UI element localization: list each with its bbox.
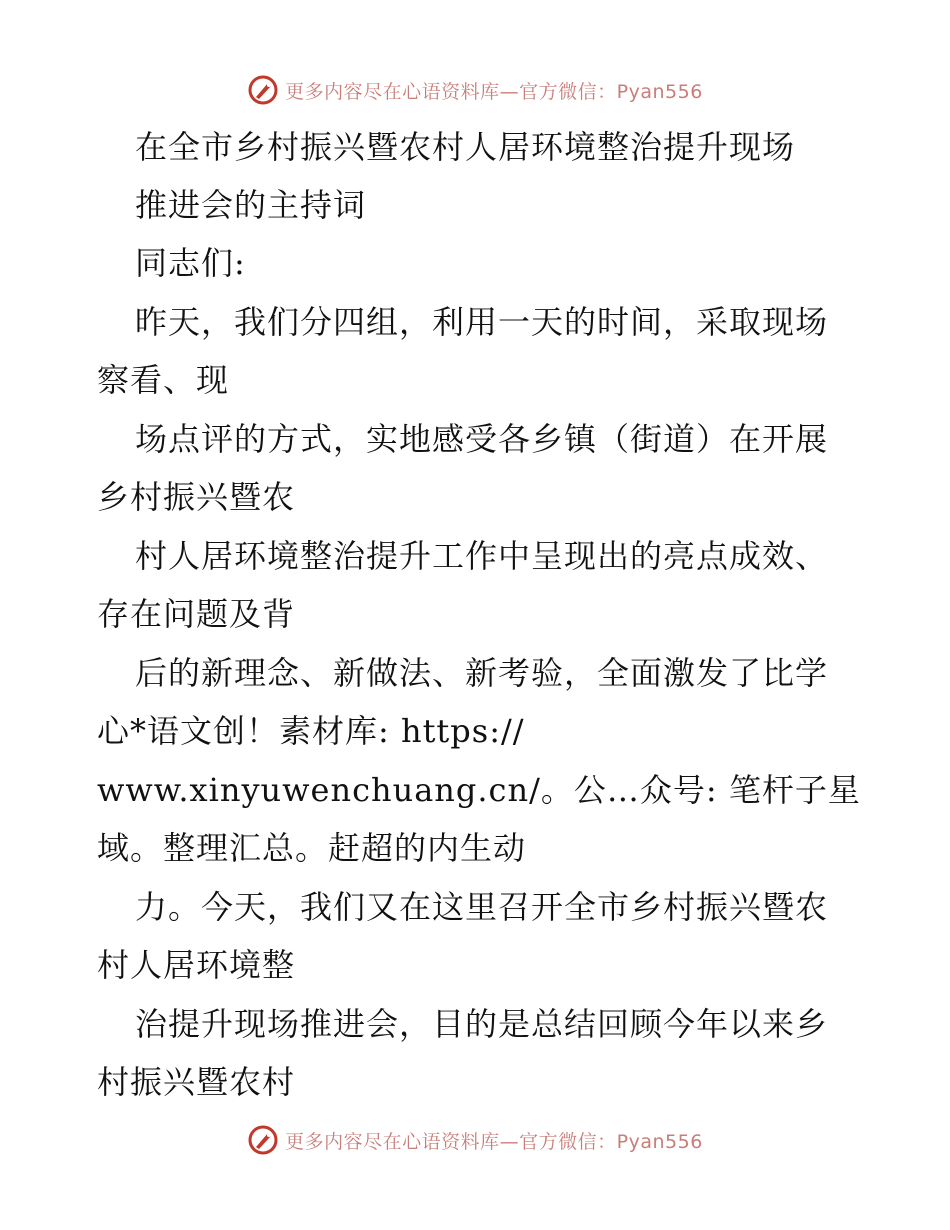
paragraph-line: 后的新理念、新做法、新考验，全面激发了比学	[135, 654, 829, 692]
pen-nib-logo-icon	[247, 1124, 279, 1156]
paragraph-line: 察看、现	[97, 361, 230, 399]
paragraph-line: 存在问题及背	[97, 595, 296, 633]
paragraph-line: www.xinyuwenchuang.cn/。公…众号: 笔杆子星	[97, 771, 861, 809]
paragraph-line: 域。整理汇总。赶超的内生动	[97, 829, 527, 867]
paragraph-line: 心*语文创！素材库: https://	[97, 712, 525, 750]
paragraph-line: 村人居环境整	[97, 946, 296, 984]
header-banner	[0, 70, 950, 110]
pen-nib-logo-icon	[247, 74, 279, 106]
salutation: 同志们:	[135, 244, 246, 282]
paragraph-line: 村人居环境整治提升工作中呈现出的亮点成效、	[135, 537, 829, 575]
header-banner-text: 更多内容尽在心语资料库—官方微信：Pyan556	[285, 80, 703, 103]
footer-banner-text: 更多内容尽在心语资料库—官方微信：Pyan556	[285, 1130, 703, 1153]
paragraph-line: 昨天，我们分四组，利用一天的时间，采取现场	[135, 303, 829, 341]
paragraph-line: 村振兴暨农村	[97, 1063, 296, 1101]
title-line-2: 推进会的主持词	[135, 186, 367, 224]
paragraph-line: 场点评的方式，实地感受各乡镇（街道）在开展	[135, 420, 829, 458]
footer-banner	[0, 1120, 950, 1160]
title-line-1: 在全市乡村振兴暨农村人居环境整治提升现场	[135, 128, 796, 166]
paragraph-line: 乡村振兴暨农	[97, 478, 296, 516]
paragraph-line: 力。今天，我们又在这里召开全市乡村振兴暨农	[135, 888, 829, 926]
paragraph-line: 治提升现场推进会，目的是总结回顾今年以来乡	[135, 1005, 829, 1043]
